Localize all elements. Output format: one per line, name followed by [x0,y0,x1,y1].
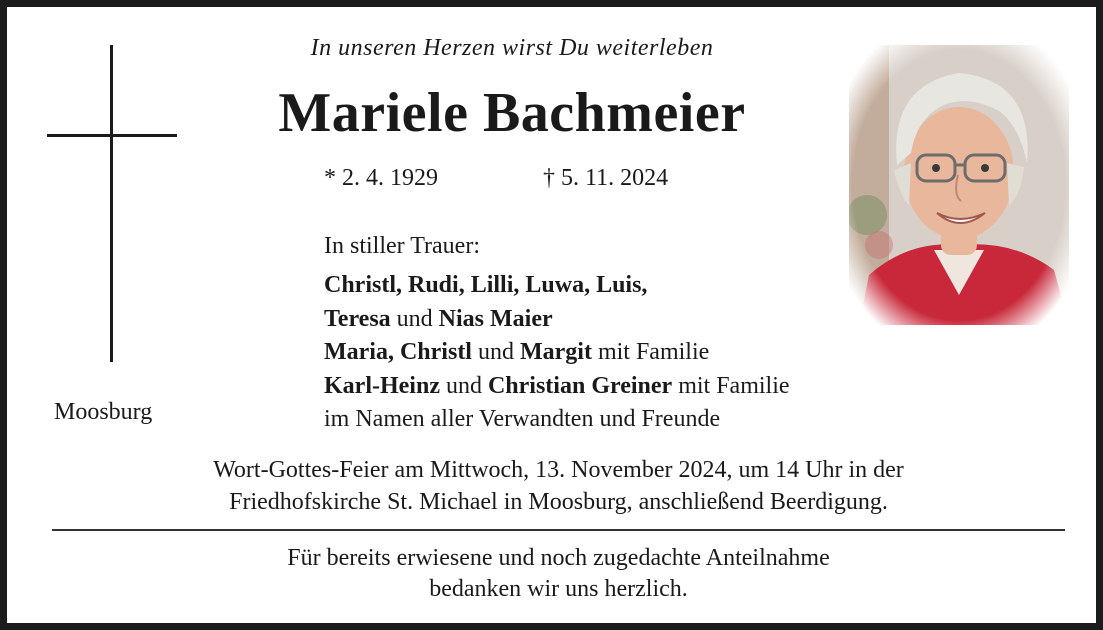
mourner-names: Christl, Rudi, Lilli, Luwa, Luis, [324,272,648,298]
mourner-line: im Namen aller Verwandten und Freunde [324,406,721,432]
thanks-line: Für bereits erwiesene und noch zugedachte Anteilnahme [287,545,830,571]
mourners-list [324,269,790,437]
motto: In unseren Herzen wirst Du weiterleben [310,35,714,61]
mourner-line [324,303,790,337]
thanks-line: bedanken wir uns herzlich. [429,576,688,602]
mourner-name: Teresa [324,305,391,332]
thanks-note [47,543,1070,605]
service-info [47,454,1070,518]
death-date: † 5. 11. 2024 [543,165,669,191]
portrait-photo [849,45,1069,325]
mourner-name: Christian Greiner [487,372,673,399]
service-line: Friedhofskirche St. Michael in Moosburg, anschließend Beerdigung. [229,489,888,515]
mourner-name: Nias Maier [438,305,553,332]
cross-icon [110,45,113,362]
mourning-label: In stiller Trauer: [324,233,480,259]
mourner-name: Margit [519,339,592,365]
cross-icon-bar [47,134,177,137]
mourner-name: Karl-Heinz [324,372,440,399]
suffix: mit Familie [672,372,790,399]
mourner-line [324,336,790,370]
mourner-name: Maria, Christl [324,339,472,365]
divider [52,529,1065,531]
mourner-line [324,269,790,303]
connector: und [471,339,520,365]
deceased-name: Mariele Bachmeier [278,82,746,144]
connector: und [439,372,488,399]
city: Moosburg [54,399,153,425]
connector: und [390,305,439,332]
birth-date: * 2. 4. 1929 [324,165,438,191]
service-line: Wort-Gottes-Feier am Mittwoch, 13. November 2024, um 14 Uhr in der [213,457,904,483]
mourner-line [324,370,790,404]
suffix: mit Familie [591,339,710,365]
portrait-illustration [849,45,1069,325]
